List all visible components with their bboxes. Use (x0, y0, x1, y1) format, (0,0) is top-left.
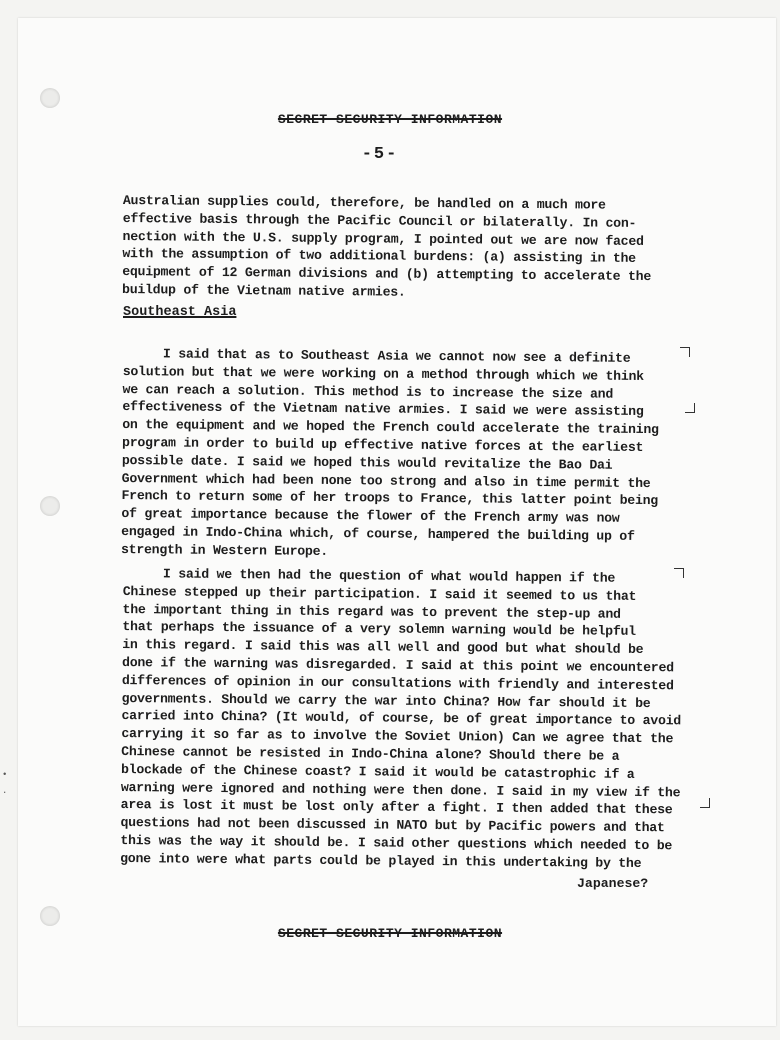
section-heading-southeast-asia: Southeast Asia (123, 305, 237, 320)
closing-word: Japanese? (577, 876, 649, 891)
header-classification: SECRET SECURITY INFORMATION (277, 112, 503, 127)
margin-bracket-open-icon (680, 347, 690, 357)
edge-mark-icon: · (2, 788, 8, 798)
page-number: -5- (361, 145, 399, 164)
punch-hole (40, 88, 60, 108)
paragraph-supply-program: Australian supplies could, therefore, be handled on a much more effective basis through the Pacific Council or bilaterally. In con- nection with the U.S. supply program, I pointed out we are now faced with the assumption of two additional burdens: (a) assisting in the equipment of 12 German divisions and (b) attempting to accelerate the buildup of the Vietnam native armies. (121, 192, 652, 300)
paragraph-chinese-participation: I said we then had the question of what would happen if the Chinese stepped up their participation. I said it seemed to us that the important thing in this regard was to prevent the step-up and that perhaps the issuance of a very solemn warning would be helpful in this regard. I said this was all well and good but what should be done if the warning was disregarded. I said at this point we encountered differences of opinion in our consultations with friendly and interested governments. Should we carry the war into China? How far should it be carried into China? (It would, of course, be of great importance to avoid carrying it so far as to involve the Soviet Union) Can we agree that the Chinese cannot be resisted in Indo-China alone? Should there be a blockade of the Chinese coast? I said it would be catastrophic if a warning were ignored and nothing were then done. I said in my view if the area is lost it must be lost only after a fight. I then added that these questions had not been discussed in NATO but by Pacific powers and that this was the way it should be. I said other questions which needed to be gone into were what parts could be played in this undertaking by the (120, 566, 682, 871)
punch-hole (40, 906, 60, 926)
edge-mark-icon: • (2, 770, 8, 780)
footer-classification: SECRET SECURITY INFORMATION (277, 926, 503, 941)
margin-bracket-open-icon (674, 568, 684, 578)
margin-bracket-close-icon (685, 403, 695, 413)
margin-bracket-close-icon (700, 798, 710, 808)
punch-hole (40, 496, 60, 516)
paragraph-southeast-asia: I said that as to Southeast Asia we cannot now see a definite solution but that we were working on a method through which we think we can reach a solution. This method is to increase the size and effectiveness of the Vietnam native armies. I said we were assisting on the equipment and we hoped the French could accelerate the training program in order to build up effective native forces at the earliest possible date. I said we hoped this would revitalize the Bao Dai Government which had been none too strong and also in time permit the French to return some of her troops to France, this latter point being of great importance because the flower of the French army was now engaged in Indo-China which, of course, hampered the building up of strength in Western Europe. (120, 346, 659, 559)
